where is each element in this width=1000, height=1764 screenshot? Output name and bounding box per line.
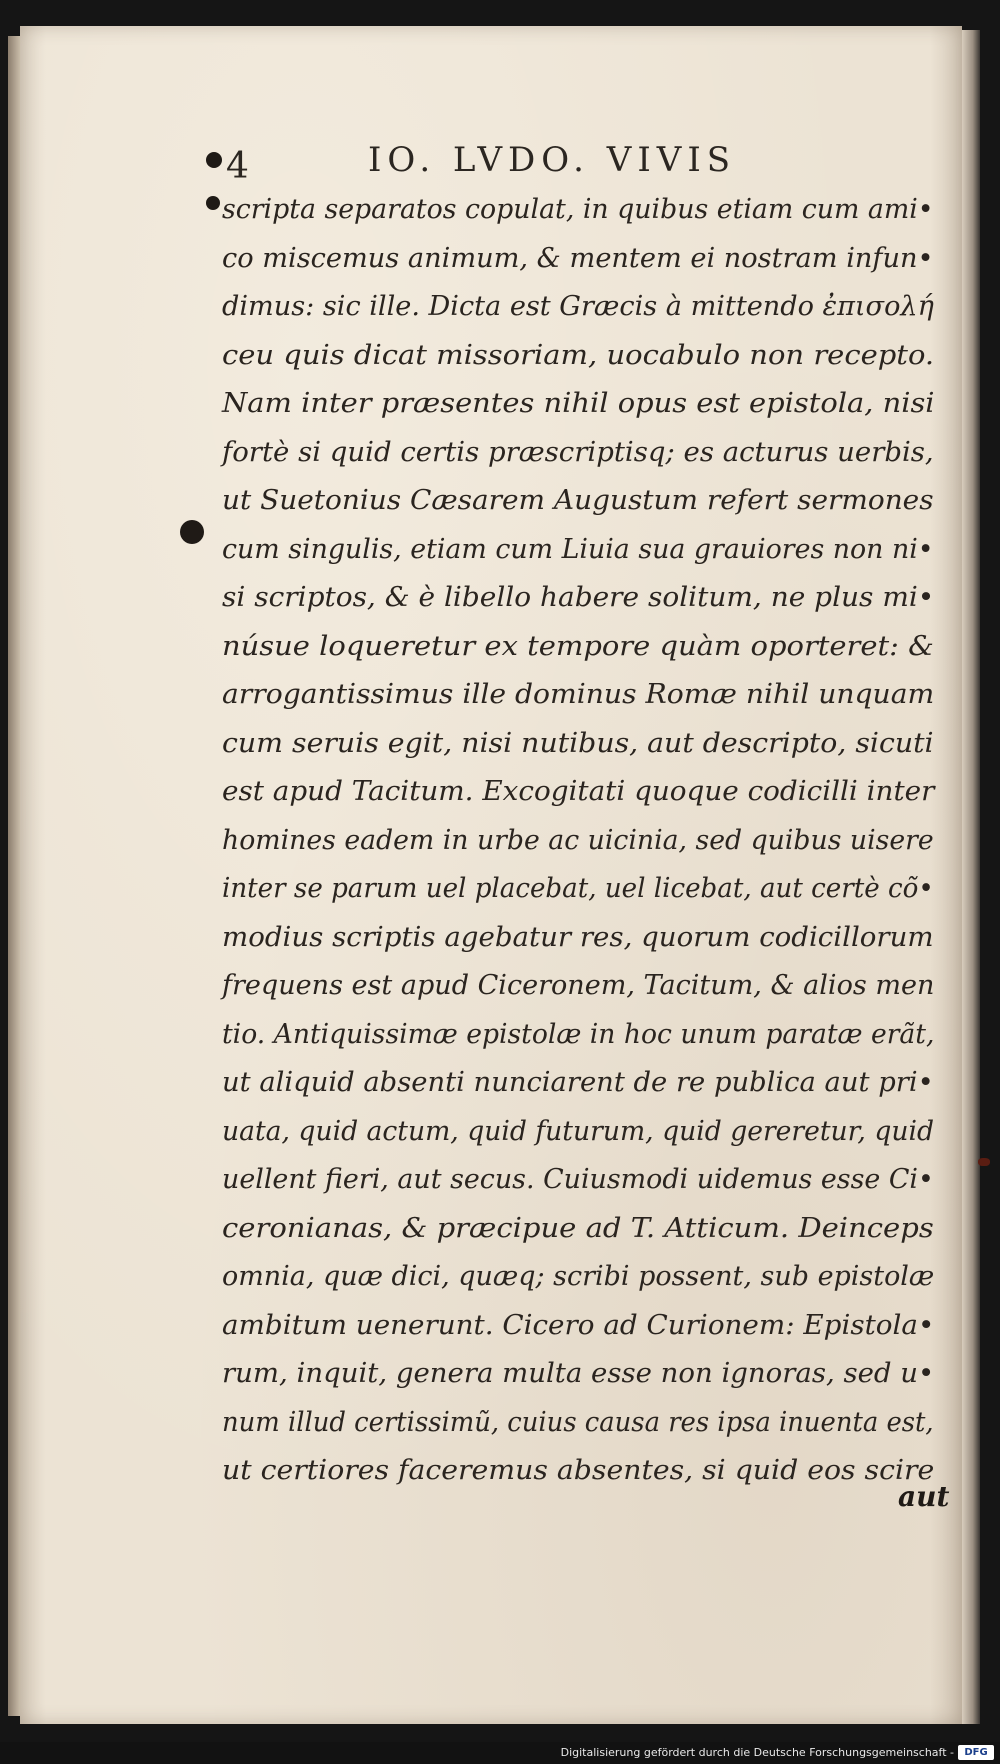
text-line: ut Suetonius Cæsarem Augustum refert sermones xyxy=(222,485,934,516)
footer-credit: Digitalisierung gefördert durch die Deutsche Forschungsgemeinschaft - xyxy=(560,1746,954,1759)
text-line: scripta separatos copulat, in quibus etiam cum ami• xyxy=(222,194,934,225)
text-line: núsue loqueretur ex tempore quàm oporteret: & xyxy=(222,630,934,662)
text-line: tio. Antiquissimæ epistolæ in hoc unum paratæ erãt, xyxy=(222,1018,935,1050)
running-head: IO. LVDO. VIVIS xyxy=(368,140,737,180)
text-line: dimus: sic ille. Dicta est Græcis à mittendo ἐπισολή xyxy=(222,291,934,322)
text-line: arrogantissimus ille dominus Romæ nihil unquam xyxy=(222,679,935,710)
text-line: ut certiores faceremus absentes, si quid eos scire xyxy=(222,1455,935,1486)
text-line: fortè si quid certis præscriptisq; es acturus uerbis, xyxy=(222,436,934,468)
page-number: 4 xyxy=(226,146,249,187)
text-line: ceronianas, & præcipue ad T. Atticum. Deinceps xyxy=(222,1212,934,1244)
text-line: ut aliquid absenti nunciarent de re publica aut pri• xyxy=(222,1067,934,1098)
text-line: est apud Tacitum. Excogitati quoque codicilli inter xyxy=(222,776,935,807)
dfg-logo-text: DFG xyxy=(964,1747,988,1758)
text-line: cum seruis egit, nisi nutibus, aut descripto, sicuti xyxy=(222,727,934,759)
catchword: aut xyxy=(898,1480,950,1513)
dfg-logo xyxy=(958,1745,994,1760)
text-line: num illud certissimũ, cuius causa res ipsa inuenta est, xyxy=(222,1406,934,1438)
text-line: Nam inter præsentes nihil opus est epistola, nisi xyxy=(222,388,935,419)
ink-blot-line-start xyxy=(206,196,220,210)
text-line: inter se parum uel placebat, uel licebat, aut certè cõ• xyxy=(222,873,934,904)
text-line: cum singulis, etiam cum Liuia sua grauiores non ni• xyxy=(222,533,934,565)
page-edge-right xyxy=(962,30,980,1724)
text-line: ceu quis dicat missoriam, uocabulo non recepto. xyxy=(222,339,935,371)
ink-blot-top xyxy=(206,152,222,168)
ink-mark-right-margin xyxy=(978,1158,990,1166)
text-line: omnia, quæ dici, quæq; scribi possent, sub epistolæ xyxy=(222,1261,935,1292)
text-line: uata, quid actum, quid futurum, quid gereretur, quid xyxy=(222,1115,935,1147)
text-line: ambitum uenerunt. Cicero ad Curionem: Epistola• xyxy=(222,1309,935,1341)
text-line: rum, inquit, genera multa esse non ignoras, sed u• xyxy=(222,1358,935,1389)
page-edge-left xyxy=(8,36,20,1716)
text-line: uellent fieri, aut secus. Cuiusmodi uidemus esse Ci• xyxy=(222,1164,934,1195)
text-line: modius scriptis agebatur res, quorum codicillorum xyxy=(222,921,934,953)
text-line: frequens est apud Ciceronem, Tacitum, & alios men xyxy=(222,970,935,1001)
ink-blot-margin xyxy=(180,520,204,544)
body-text xyxy=(222,190,952,1530)
text-line: si scriptos, & è libello habere solitum, ne plus mi• xyxy=(222,582,935,613)
text-line: homines eadem in urbe ac uicinia, sed quibus uisere xyxy=(222,824,934,856)
text-line: co miscemus animum, & mentem ei nostram infun• xyxy=(222,242,934,274)
